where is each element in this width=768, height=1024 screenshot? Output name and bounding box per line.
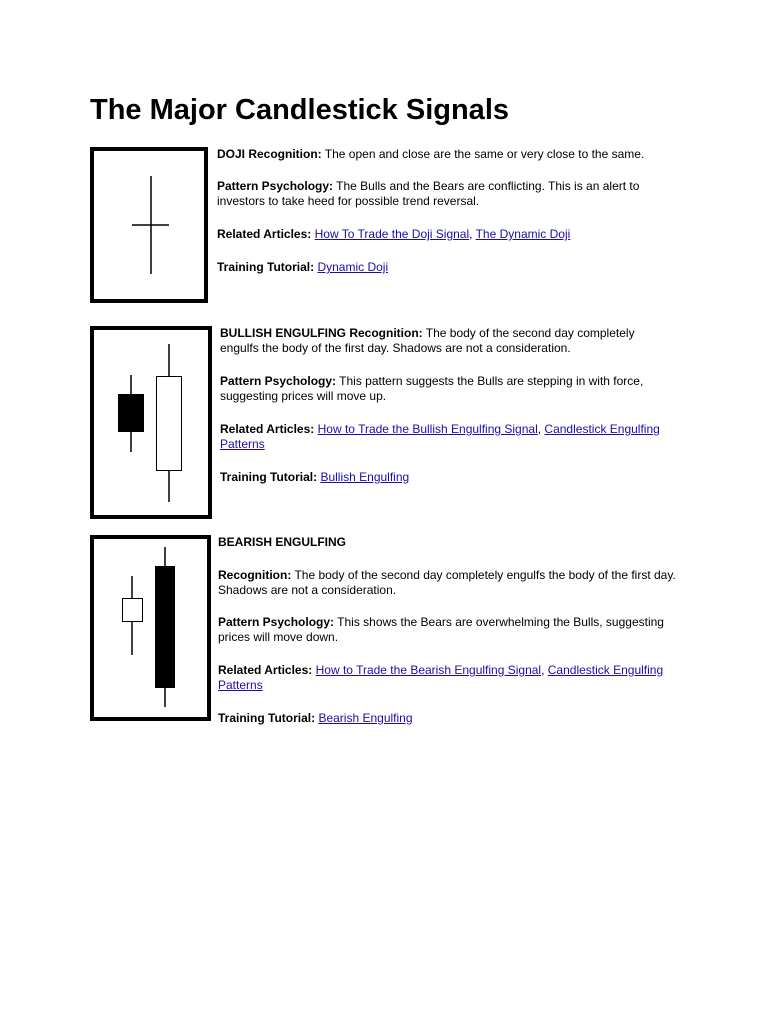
bullish-recognition-text: The body of the second day completely engulfs the body of the first day. Shadows are not a consideration.: [220, 326, 635, 355]
doji-training-tutorial: [217, 260, 687, 275]
doji-recognition-text: The open and close are the same or very close to the same.: [321, 147, 645, 161]
doji-articles-label: Related Articles:: [217, 227, 312, 241]
bearish-related-articles: [218, 663, 688, 693]
bearish-day1-body: [123, 599, 143, 622]
bearish-recognition-text: The body of the second day completely engulfs the body of the first day. Shadows are not a consideration.: [218, 568, 676, 597]
doji-psychology-label: Pattern Psychology:: [217, 179, 334, 193]
bearish-article-link-1[interactable]: How to Trade the Bearish Engulfing Signal: [315, 663, 542, 677]
bullish-psychology-text: This pattern suggests the Bulls are stepping in with force, suggesting prices will move up.: [220, 374, 644, 403]
page-title: The Major Candlestick Signals: [90, 94, 509, 126]
bearish-heading: BEARISH ENGULFING: [218, 535, 347, 549]
doji-recognition: [217, 147, 687, 162]
doji-candle-drawing: [94, 151, 204, 299]
bearish-engulfing-illustration: [90, 535, 211, 721]
bullish-training-tutorial: [220, 470, 660, 485]
doji-articles-separator: ,: [469, 227, 476, 241]
bullish-related-articles: [220, 422, 660, 452]
bullish-articles-separator: ,: [537, 422, 545, 436]
bullish-recognition: [220, 326, 660, 356]
bearish-psychology: [218, 615, 688, 645]
bearish-psychology-label: Pattern Psychology:: [218, 615, 335, 629]
bullish-engulfing-drawing: [94, 330, 208, 515]
doji-psychology: [217, 179, 687, 209]
bullish-day2-body: [157, 377, 182, 471]
bullish-tutorial-link[interactable]: Bullish Engulfing: [320, 470, 410, 484]
bullish-article-link-1[interactable]: How to Trade the Bullish Engulfing Signal: [317, 422, 538, 436]
bearish-day2-body: [155, 566, 175, 688]
bullish-recognition-label: BULLISH ENGULFING Recognition:: [220, 326, 423, 340]
doji-article-link-1[interactable]: How To Trade the Doji Signal: [314, 227, 470, 241]
bearish-engulfing-section: [218, 535, 688, 726]
bearish-articles-separator: ,: [541, 663, 548, 677]
doji-recognition-label: DOJI Recognition:: [217, 147, 322, 161]
bullish-day1-body: [118, 394, 144, 432]
bearish-engulfing-drawing: [94, 539, 207, 717]
doji-section: [217, 147, 687, 275]
bullish-articles-label: Related Articles:: [220, 422, 315, 436]
doji-tutorial-link[interactable]: Dynamic Doji: [317, 260, 389, 274]
bullish-article-link-2[interactable]: Candlestick Engulfing Patterns: [220, 422, 660, 451]
doji-tutorial-label: Training Tutorial:: [217, 260, 315, 274]
bearish-psychology-text: This shows the Bears are overwhelming the Bulls, suggesting prices will move down.: [218, 615, 664, 644]
bullish-engulfing-illustration: [90, 326, 212, 519]
bearish-recognition: [218, 568, 688, 598]
doji-article-link-2[interactable]: The Dynamic Doji: [475, 227, 571, 241]
bullish-tutorial-label: Training Tutorial:: [220, 470, 318, 484]
bearish-tutorial-label: Training Tutorial:: [218, 711, 316, 725]
bullish-psychology-label: Pattern Psychology:: [220, 374, 337, 388]
doji-candle-illustration: [90, 147, 208, 303]
doji-psychology-text: The Bulls and the Bears are conflicting. This is an alert to investors to take heed for possible trend reversal.: [217, 179, 640, 208]
bearish-recognition-label: Recognition:: [218, 568, 292, 582]
bullish-psychology: [220, 374, 660, 404]
doji-related-articles: [217, 227, 687, 242]
bearish-articles-label: Related Articles:: [218, 663, 313, 677]
bearish-article-link-2[interactable]: Candlestick Engulfing Patterns: [218, 663, 664, 692]
bearish-training-tutorial: [218, 711, 688, 726]
bullish-engulfing-section: [220, 326, 660, 485]
bearish-tutorial-link[interactable]: Bearish Engulfing: [318, 711, 413, 725]
